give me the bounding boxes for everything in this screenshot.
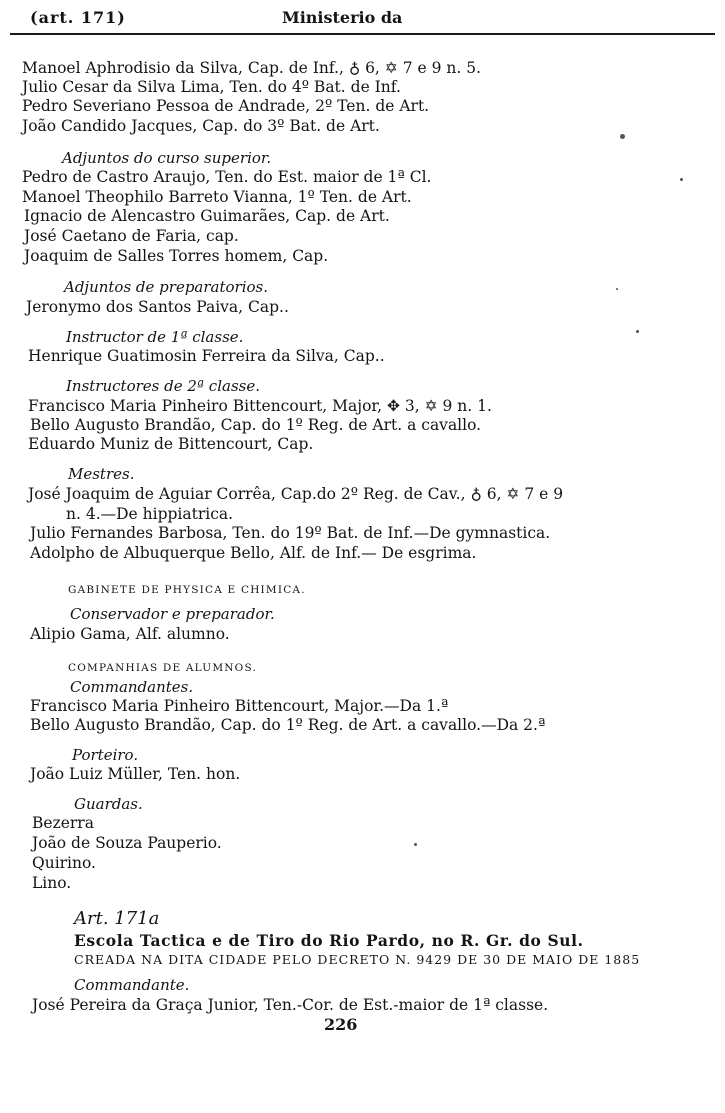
text-line: João Luiz Müller, Ten. hon. — [30, 765, 241, 783]
section-heading: Conservador e preparador. — [70, 605, 275, 623]
text-line: Alipio Gama, Alf. alumno. — [30, 625, 230, 643]
article-number: Art. 171a — [74, 908, 160, 929]
decree-line: CREADA NA DITA CIDADE PELO DECRETO N. 9429 DE 30 DE MAIO DE 1885 — [74, 952, 641, 967]
text-line: Joaquim de Salles Torres homem, Cap. — [24, 247, 329, 265]
text-line: José Joaquim de Aguiar Corrêa, Cap.do 2º Reg. de Cav., ♁ 6, ✡ 7 e 9 — [28, 485, 564, 503]
section-heading: Porteiro. — [72, 746, 139, 764]
section-heading: Adjuntos do curso superior. — [62, 149, 272, 167]
section-heading: Adjuntos de preparatorios. — [64, 278, 269, 296]
running-header — [0, 0, 725, 36]
text-line: Manoel Aphrodisio da Silva, Cap. de Inf., ♁ 6, ✡ 7 e 9 n. 5. — [22, 59, 482, 77]
text-line: José Caetano de Faria, cap. — [24, 227, 239, 245]
text-line: Lino. — [32, 874, 72, 892]
text-line: João de Souza Pauperio. — [32, 834, 222, 852]
text-line: Quirino. — [32, 854, 96, 872]
text-line: Julio Fernandes Barbosa, Ten. do 19º Bat. de Inf.—De gymnastica. — [30, 524, 551, 542]
page-number: 226 — [324, 1015, 358, 1034]
scan-speck — [616, 288, 618, 290]
text-line: José Pereira da Graça Junior, Ten.-Cor. de Est.-maior de 1ª classe. — [32, 996, 549, 1014]
section-heading: Commandantes. — [70, 678, 194, 696]
scan-speck — [680, 178, 683, 181]
section-heading: Instructores de 2ª classe. — [66, 377, 260, 395]
text-line: Julio Cesar da Silva Lima, Ten. do 4º Bat. de Inf. — [22, 78, 401, 96]
scan-speck — [414, 843, 417, 846]
text-line: Pedro de Castro Araujo, Ten. do Est. maior de 1ª Cl. — [22, 168, 432, 186]
text-line: Pedro Severiano Pessoa de Andrade, 2º Ten. de Art. — [22, 97, 430, 115]
section-heading: Guardas. — [74, 795, 143, 813]
section-heading: Instructor de 1ª classe. — [66, 328, 244, 346]
text-line: Francisco Maria Pinheiro Bittencourt, Major.—Da 1.ª — [30, 697, 449, 715]
scan-speck — [636, 330, 639, 333]
text-line: Bello Augusto Brandão, Cap. do 1º Reg. de Art. a cavallo.—Da 2.ª — [30, 716, 546, 734]
text-line: Manoel Theophilo Barreto Vianna, 1º Ten. de Art. — [22, 188, 412, 206]
text-line: Francisco Maria Pinheiro Bittencourt, Major, ✥ 3, ✡ 9 n. 1. — [28, 397, 492, 415]
header-title: Ministerio da — [282, 8, 403, 27]
text-line: Adolpho de Albuquerque Bello, Alf. de Inf.— De esgrima. — [30, 544, 477, 562]
institution-title: Escola Tactica e de Tiro do Rio Pardo, no R. Gr. do Sul. — [74, 931, 584, 950]
header-rule — [10, 33, 715, 35]
text-line: n. 4.—De hippiatrica. — [66, 505, 234, 523]
text-line: Bello Augusto Brandão, Cap. do 1º Reg. de Art. a cavallo. — [30, 416, 482, 434]
header-article-ref: (art. 171) — [30, 8, 126, 27]
scan-speck — [620, 134, 625, 139]
text-line: Ignacio de Alencastro Guimarães, Cap. de Art. — [24, 207, 390, 225]
text-line: Jeronymo dos Santos Paiva, Cap.. — [26, 298, 289, 316]
section-title: COMPANHIAS DE ALUMNOS. — [68, 662, 258, 674]
text-line: João Candido Jacques, Cap. do 3º Bat. de Art. — [22, 117, 380, 135]
text-line: Eduardo Muniz de Bittencourt, Cap. — [28, 435, 314, 453]
text-line: Henrique Guatimosin Ferreira da Silva, Cap.. — [28, 347, 385, 365]
text-line: Bezerra — [32, 814, 94, 832]
section-heading: Mestres. — [68, 465, 135, 483]
section-heading: Commandante. — [74, 976, 190, 994]
section-title: GABINETE DE PHYSICA E CHIMICA. — [68, 584, 306, 596]
